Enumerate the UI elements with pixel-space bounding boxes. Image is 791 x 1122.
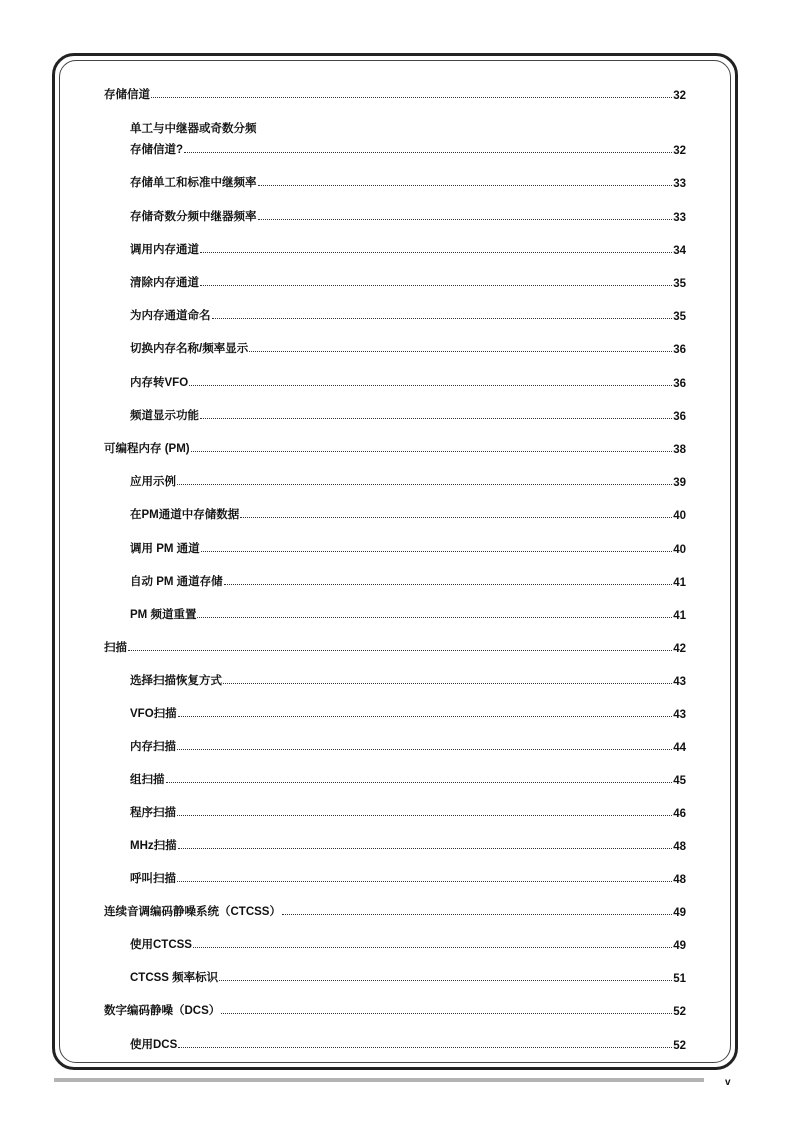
toc-entry-page: 41 <box>673 577 686 589</box>
toc-entry[interactable] <box>130 270 686 290</box>
toc-entry-page: 42 <box>673 643 686 655</box>
toc-entry[interactable] <box>130 1032 686 1052</box>
toc-entry[interactable] <box>130 536 686 556</box>
toc-entry-page: 43 <box>673 709 686 721</box>
toc-entry-page: 45 <box>673 775 686 787</box>
toc-leader-dots <box>200 418 672 419</box>
toc-entry-title: 自动 PM 通道存储 <box>130 576 223 588</box>
toc-entry[interactable] <box>130 668 686 688</box>
toc-leader-dots <box>197 617 672 618</box>
toc-entry-title: 单工与中继器或奇数分频 <box>130 123 257 135</box>
toc-entry-title: 存储奇数分频中继器频率 <box>130 211 257 223</box>
toc-entry[interactable] <box>104 998 686 1018</box>
toc-entry-page: 46 <box>673 808 686 820</box>
toc-entry[interactable] <box>130 833 686 853</box>
toc-entry[interactable] <box>130 502 686 522</box>
toc-entry-page: 34 <box>673 245 686 257</box>
toc-leader-dots <box>200 285 672 286</box>
toc-entry-page: 32 <box>673 145 686 157</box>
toc-entry[interactable] <box>130 237 686 257</box>
toc-entry-title: 内存转VFO <box>130 377 189 389</box>
toc-leader-dots <box>258 219 673 220</box>
toc-entry-title: 呼叫扫描 <box>130 873 176 885</box>
toc-entry-title: 数字编码静噪（DCS） <box>104 1005 221 1017</box>
toc-entry[interactable] <box>130 866 686 886</box>
toc-entry-page: 48 <box>673 874 686 886</box>
toc-entry-page: 52 <box>673 1040 686 1052</box>
toc-entry[interactable] <box>104 635 686 655</box>
page-number: v <box>725 1077 731 1088</box>
toc-entry[interactable] <box>130 734 686 754</box>
toc-entry-page: 36 <box>673 344 686 356</box>
toc-entry-title: 扫描 <box>104 642 127 654</box>
toc-entry[interactable] <box>130 602 686 622</box>
toc-entry-title: 存储信道 <box>104 89 150 101</box>
toc-entry[interactable] <box>104 82 686 102</box>
toc-entry-page: 49 <box>673 940 686 952</box>
toc-entry-title: 连续音调编码静噪系统（CTCSS） <box>104 906 281 918</box>
toc-entry-title: 清除内存通道 <box>130 277 199 289</box>
toc-entry-page: 49 <box>673 907 686 919</box>
toc-leader-dots <box>240 517 672 518</box>
toc-entry-page: 35 <box>673 278 686 290</box>
toc-entry-title: 频道显示功能 <box>130 410 199 422</box>
toc-leader-dots <box>191 451 673 452</box>
toc-entry-title: 内存扫描 <box>130 741 176 753</box>
toc-entry[interactable] <box>130 767 686 787</box>
toc-entry[interactable] <box>130 303 686 323</box>
toc-entry[interactable] <box>104 436 686 456</box>
toc-entry-page: 41 <box>673 610 686 622</box>
footer-rule <box>54 1078 704 1082</box>
toc-leader-dots <box>178 848 673 849</box>
toc-entry-title: 程序扫描 <box>130 807 176 819</box>
toc-entry-page: 40 <box>673 544 686 556</box>
toc-entry-title: VFO扫描 <box>130 708 177 720</box>
toc-entry-page: 36 <box>673 411 686 423</box>
toc-leader-dots <box>258 185 673 186</box>
toc-entry-page: 35 <box>673 311 686 323</box>
toc-entry-page: 48 <box>673 841 686 853</box>
toc-entry[interactable] <box>130 137 686 157</box>
toc-entry[interactable] <box>130 204 686 224</box>
toc-entry-title: 可编程内存 (PM) <box>104 443 190 455</box>
toc-leader-dots <box>151 97 672 98</box>
toc-entry-page: 39 <box>673 477 686 489</box>
toc-leader-dots <box>128 650 672 651</box>
toc-leader-dots <box>177 881 672 882</box>
toc-entry-title: MHz扫描 <box>130 840 177 852</box>
toc-entry[interactable] <box>130 469 686 489</box>
toc-leader-dots <box>178 1047 672 1048</box>
toc-entry[interactable] <box>130 170 686 190</box>
toc-entry-page: 44 <box>673 742 686 754</box>
toc-leader-dots <box>223 683 672 684</box>
toc-entry[interactable] <box>130 569 686 589</box>
toc-leader-dots <box>193 947 672 948</box>
toc-entry-title: CTCSS 频率标识 <box>130 972 219 984</box>
toc-leader-dots <box>177 484 672 485</box>
toc-entry-title: 切换内存名称/频率显示 <box>130 343 249 355</box>
toc-leader-dots <box>282 914 672 915</box>
toc-entry-page: 43 <box>673 676 686 688</box>
toc-leader-dots <box>177 749 672 750</box>
toc-entry[interactable] <box>104 899 686 919</box>
toc-leader-dots <box>221 1013 672 1014</box>
toc-entry-title: 选择扫描恢复方式 <box>130 675 222 687</box>
toc-entry[interactable] <box>130 800 686 820</box>
toc-entry-title: 存储单工和标准中继频率 <box>130 177 257 189</box>
toc-leader-dots <box>177 815 672 816</box>
toc-entry-page: 33 <box>673 178 686 190</box>
toc-entry-title: 调用 PM 通道 <box>130 543 200 555</box>
toc-entry[interactable] <box>130 116 686 136</box>
toc-entry-page: 51 <box>673 973 686 985</box>
toc-leader-dots <box>201 551 673 552</box>
toc-leader-dots <box>189 385 672 386</box>
toc-entry-title: 组扫描 <box>130 774 165 786</box>
toc-entry-page: 32 <box>673 90 686 102</box>
toc-entry-title: 为内存通道命名 <box>130 310 211 322</box>
toc-entry-page: 40 <box>673 510 686 522</box>
toc-entry-page: 38 <box>673 444 686 456</box>
toc-leader-dots <box>224 584 673 585</box>
toc-entry[interactable] <box>130 336 686 356</box>
toc-leader-dots <box>184 152 672 153</box>
toc-entry-page: 52 <box>673 1006 686 1018</box>
toc-entry-title: 存储信道? <box>130 144 184 156</box>
toc-entry-title: PM 频道重置 <box>130 609 197 621</box>
toc-entry-page: 33 <box>673 212 686 224</box>
toc-entry-title: 使用DCS <box>130 1039 178 1051</box>
toc-leader-dots <box>219 980 672 981</box>
toc-leader-dots <box>249 351 672 352</box>
toc-entry-title: 调用内存通道 <box>130 244 199 256</box>
toc-entry[interactable] <box>130 965 686 985</box>
toc-leader-dots <box>200 252 672 253</box>
toc-leader-dots <box>212 318 673 319</box>
toc-entry[interactable] <box>130 370 686 390</box>
toc-entry-title: 应用示例 <box>130 476 176 488</box>
toc-entry[interactable] <box>130 403 686 423</box>
toc-entry[interactable] <box>130 932 686 952</box>
toc-leader-dots <box>178 716 673 717</box>
toc-entry-page: 36 <box>673 378 686 390</box>
toc-entry[interactable] <box>130 701 686 721</box>
toc-entry-title: 在PM通道中存储数据 <box>130 509 240 521</box>
toc-leader-dots <box>166 782 673 783</box>
toc-entry-title: 使用CTCSS <box>130 939 192 951</box>
